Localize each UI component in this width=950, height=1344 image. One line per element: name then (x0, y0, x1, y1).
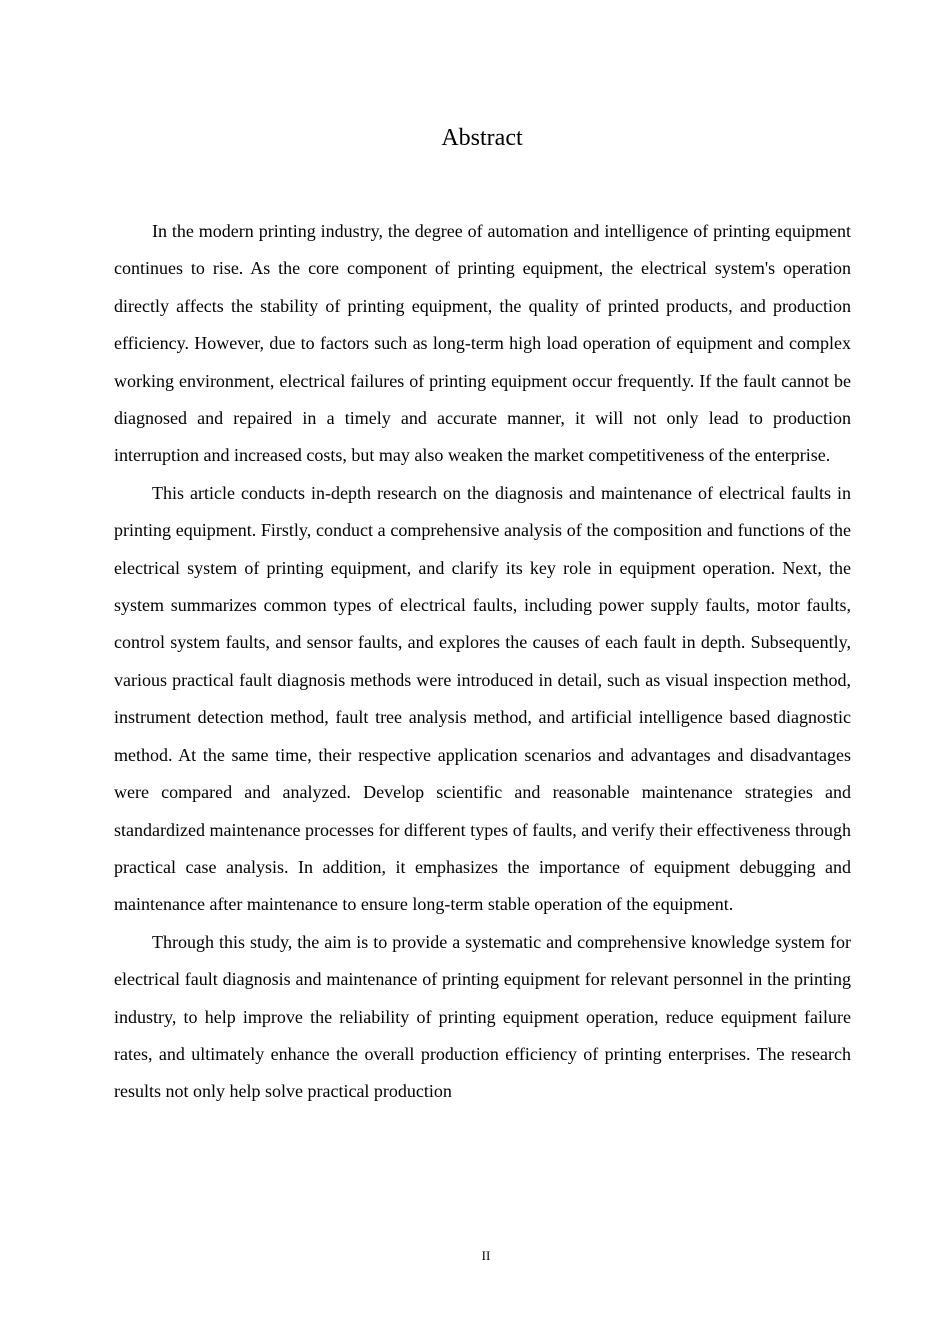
page-number: II (481, 1248, 491, 1263)
abstract-paragraph-1: In the modern printing industry, the degree of automation and intelligence of printing equipment continues to rise. As the core component of printing equipment, the electrical system's operation directly affects the stability of printing equipment, the quality of printed products, and production efficiency. However, due to factors such as long-term high load operation of equipment and complex working environment, electrical failures of printing equipment occur frequently. If the fault cannot be diagnosed and repaired in a timely and accurate manner, it will not only lead to production interruption and increased costs, but may also weaken the market competitiveness of the enterprise. (114, 221, 851, 466)
page-title: Abstract (441, 125, 523, 151)
abstract-paragraph-3: Through this study, the aim is to provide a systematic and comprehensive knowledge system for electrical fault diagnosis and maintenance of printing equipment for relevant personnel in the printing industry, to help improve the reliability of printing equipment operation, reduce equipment failure rates, and ultimately enhance the overall production efficiency of printing enterprises. The research results not only help solve practical production (114, 931, 851, 1102)
abstract-body (114, 213, 851, 1111)
abstract-paragraph-2: This article conducts in-depth research on the diagnosis and maintenance of electrical faults in printing equipment. Firstly, conduct a comprehensive analysis of the composition and functions of the electrical system of printing equipment, and clarify its key role in equipment operation. Next, the system summarizes common types of electrical faults, including power supply faults, motor faults, control system faults, and sensor faults, and explores the causes of each fault in depth. Subsequently, various practical fault diagnosis methods were introduced in detail, such as visual inspection method, instrument detection method, fault tree analysis method, and artificial intelligence based diagnostic method. At the same time, their respective application scenarios and advantages and disadvantages were compared and analyzed. Develop scientific and reasonable maintenance strategies and standardized maintenance processes for different types of faults, and verify their effectiveness through practical case analysis. In addition, it emphasizes the importance of equipment debugging and maintenance after maintenance to ensure long-term stable operation of the equipment. (114, 482, 851, 915)
